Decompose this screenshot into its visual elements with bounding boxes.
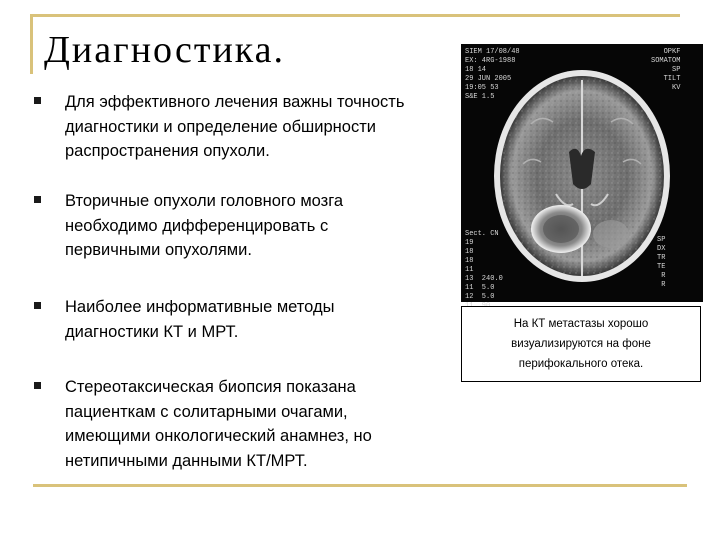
square-bullet-icon: [34, 196, 41, 203]
ct-overlay-text-top-left: SIEM 17/08/48 EX: 4RG-1988 18 14 29 JUN 2005 19:05 53 S&E 1.5: [465, 48, 520, 101]
square-bullet-icon: [34, 97, 41, 104]
ct-overlay-text-bottom-left: Sect. CN 19 18 18 11 13 240.0 11 5.0 12 5.0: [465, 230, 503, 301]
image-caption: На КТ метастазы хорошо визуализируются на фоне перифокального отека.: [461, 306, 701, 382]
bullet-text: Наиболее информативные методы диагностики КТ и МРТ.: [65, 298, 335, 341]
square-bullet-icon: [34, 302, 41, 309]
ct-scan-image: [461, 44, 703, 302]
bullet-text: Стереотаксическая биопсия показана пациенткам с солитарными очагами, имеющими онкологический анамнез, но нетипичными данными КТ/МРТ.: [65, 378, 372, 470]
bullet-text: Вторичные опухоли головного мозга необходимо дифференцировать с первичными опухолями.: [65, 192, 344, 259]
ct-overlay-text-bottom-right: SP DX TR TE R R: [657, 236, 666, 289]
bottom-divider: [33, 484, 687, 487]
slide-title: Диагностика.: [44, 29, 286, 71]
bullet-text: Для эффективного лечения важны точность диагностики и определение обширности распространения опухоли.: [65, 93, 405, 160]
square-bullet-icon: [34, 382, 41, 389]
ct-overlay-text-top-right: OPKF SOMATOM SP TILT KV: [651, 48, 681, 92]
